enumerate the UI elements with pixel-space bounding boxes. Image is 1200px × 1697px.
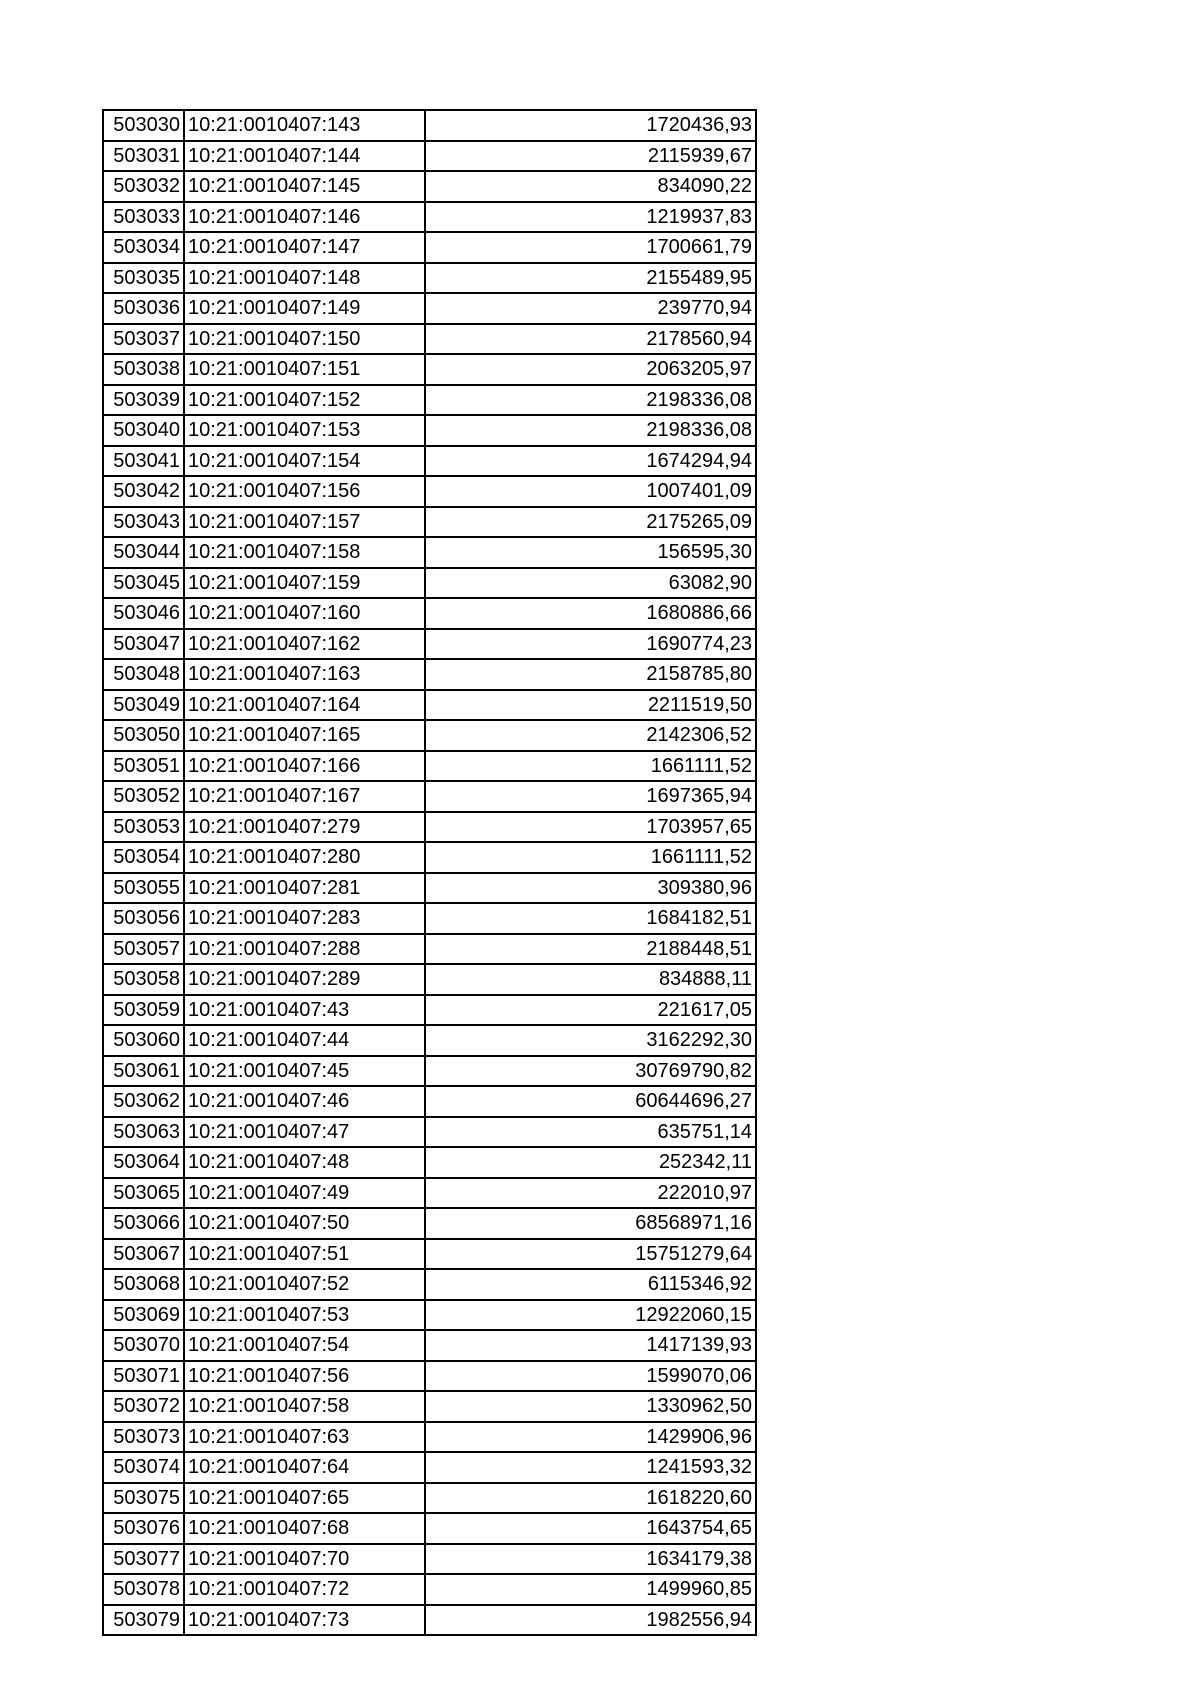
cadastral-number-cell: 10:21:0010407:65 [184, 1483, 425, 1514]
row-number-cell: 503056 [103, 903, 184, 934]
cadastral-number-cell: 10:21:0010407:51 [184, 1239, 425, 1270]
cadastral-number-cell: 10:21:0010407:150 [184, 324, 425, 355]
row-number-cell: 503065 [103, 1178, 184, 1209]
row-number-cell: 503037 [103, 324, 184, 355]
row-number-cell: 503049 [103, 690, 184, 721]
value-cell: 1599070,06 [425, 1361, 756, 1392]
row-number-cell: 503062 [103, 1086, 184, 1117]
value-cell: 1703957,65 [425, 812, 756, 843]
value-cell: 2211519,50 [425, 690, 756, 721]
value-cell: 3162292,30 [425, 1025, 756, 1056]
row-number-cell: 503030 [103, 110, 184, 141]
row-number-cell: 503060 [103, 1025, 184, 1056]
row-number-cell: 503070 [103, 1330, 184, 1361]
cadastral-number-cell: 10:21:0010407:54 [184, 1330, 425, 1361]
cadastral-number-cell: 10:21:0010407:279 [184, 812, 425, 843]
row-number-cell: 503032 [103, 171, 184, 202]
value-cell: 1429906,96 [425, 1422, 756, 1453]
row-number-cell: 503079 [103, 1605, 184, 1636]
value-cell: 2142306,52 [425, 720, 756, 751]
table-row [103, 141, 756, 172]
cadastral-number-cell: 10:21:0010407:64 [184, 1452, 425, 1483]
table-row [103, 232, 756, 263]
table-row [103, 537, 756, 568]
value-cell: 1499960,85 [425, 1574, 756, 1605]
cadastral-number-cell: 10:21:0010407:46 [184, 1086, 425, 1117]
value-cell: 1634179,38 [425, 1544, 756, 1575]
value-cell: 221617,05 [425, 995, 756, 1026]
value-cell: 1241593,32 [425, 1452, 756, 1483]
value-cell: 12922060,15 [425, 1300, 756, 1331]
row-number-cell: 503072 [103, 1391, 184, 1422]
cadastral-number-cell: 10:21:0010407:48 [184, 1147, 425, 1178]
cadastral-number-cell: 10:21:0010407:164 [184, 690, 425, 721]
row-number-cell: 503074 [103, 1452, 184, 1483]
value-cell: 635751,14 [425, 1117, 756, 1148]
row-number-cell: 503063 [103, 1117, 184, 1148]
cadastral-number-cell: 10:21:0010407:157 [184, 507, 425, 538]
table-row [103, 1147, 756, 1178]
cadastral-number-cell: 10:21:0010407:160 [184, 598, 425, 629]
value-cell: 1700661,79 [425, 232, 756, 263]
row-number-cell: 503043 [103, 507, 184, 538]
data-table [102, 109, 757, 1636]
table-row [103, 446, 756, 477]
value-cell: 2158785,80 [425, 659, 756, 690]
table-row [103, 171, 756, 202]
table-row [103, 415, 756, 446]
row-number-cell: 503044 [103, 537, 184, 568]
table-row [103, 903, 756, 934]
row-number-cell: 503041 [103, 446, 184, 477]
table-row [103, 1056, 756, 1087]
value-cell: 2198336,08 [425, 385, 756, 416]
row-number-cell: 503052 [103, 781, 184, 812]
value-cell: 1697365,94 [425, 781, 756, 812]
row-number-cell: 503078 [103, 1574, 184, 1605]
cadastral-number-cell: 10:21:0010407:49 [184, 1178, 425, 1209]
cadastral-number-cell: 10:21:0010407:163 [184, 659, 425, 690]
table-row [103, 751, 756, 782]
table-row [103, 202, 756, 233]
value-cell: 1618220,60 [425, 1483, 756, 1514]
cadastral-number-cell: 10:21:0010407:280 [184, 842, 425, 873]
value-cell: 2198336,08 [425, 415, 756, 446]
row-number-cell: 503064 [103, 1147, 184, 1178]
table-row [103, 1574, 756, 1605]
row-number-cell: 503031 [103, 141, 184, 172]
table-row [103, 1605, 756, 1636]
cadastral-number-cell: 10:21:0010407:143 [184, 110, 425, 141]
cadastral-number-cell: 10:21:0010407:145 [184, 171, 425, 202]
cadastral-number-cell: 10:21:0010407:50 [184, 1208, 425, 1239]
table-row [103, 385, 756, 416]
cadastral-number-cell: 10:21:0010407:283 [184, 903, 425, 934]
cadastral-number-cell: 10:21:0010407:47 [184, 1117, 425, 1148]
cadastral-number-cell: 10:21:0010407:153 [184, 415, 425, 446]
table-row [103, 1025, 756, 1056]
value-cell: 252342,11 [425, 1147, 756, 1178]
value-cell: 834090,22 [425, 171, 756, 202]
table-row [103, 1361, 756, 1392]
row-number-cell: 503069 [103, 1300, 184, 1331]
value-cell: 1643754,65 [425, 1513, 756, 1544]
cadastral-number-cell: 10:21:0010407:288 [184, 934, 425, 965]
value-cell: 2063205,97 [425, 354, 756, 385]
cadastral-number-cell: 10:21:0010407:156 [184, 476, 425, 507]
row-number-cell: 503054 [103, 842, 184, 873]
cadastral-number-cell: 10:21:0010407:166 [184, 751, 425, 782]
row-number-cell: 503035 [103, 263, 184, 294]
table-row [103, 720, 756, 751]
table-row [103, 110, 756, 141]
value-cell: 2115939,67 [425, 141, 756, 172]
row-number-cell: 503061 [103, 1056, 184, 1087]
cadastral-number-cell: 10:21:0010407:158 [184, 537, 425, 568]
table-row [103, 934, 756, 965]
table-row [103, 964, 756, 995]
table-row [103, 324, 756, 355]
cadastral-number-cell: 10:21:0010407:154 [184, 446, 425, 477]
cadastral-number-cell: 10:21:0010407:70 [184, 1544, 425, 1575]
row-number-cell: 503077 [103, 1544, 184, 1575]
row-number-cell: 503046 [103, 598, 184, 629]
value-cell: 1330962,50 [425, 1391, 756, 1422]
value-cell: 1720436,93 [425, 110, 756, 141]
value-cell: 1661111,52 [425, 842, 756, 873]
row-number-cell: 503051 [103, 751, 184, 782]
table-row [103, 873, 756, 904]
table-row [103, 659, 756, 690]
table-row [103, 1422, 756, 1453]
row-number-cell: 503058 [103, 964, 184, 995]
cadastral-number-cell: 10:21:0010407:147 [184, 232, 425, 263]
row-number-cell: 503068 [103, 1269, 184, 1300]
value-cell: 1007401,09 [425, 476, 756, 507]
cadastral-number-cell: 10:21:0010407:43 [184, 995, 425, 1026]
cadastral-number-cell: 10:21:0010407:53 [184, 1300, 425, 1331]
value-cell: 1417139,93 [425, 1330, 756, 1361]
row-number-cell: 503055 [103, 873, 184, 904]
table-row [103, 598, 756, 629]
value-cell: 60644696,27 [425, 1086, 756, 1117]
cadastral-number-cell: 10:21:0010407:162 [184, 629, 425, 660]
row-number-cell: 503057 [103, 934, 184, 965]
table-row [103, 1300, 756, 1331]
table-row [103, 293, 756, 324]
value-cell: 1982556,94 [425, 1605, 756, 1636]
table-row [103, 1513, 756, 1544]
row-number-cell: 503042 [103, 476, 184, 507]
value-cell: 63082,90 [425, 568, 756, 599]
table-row [103, 476, 756, 507]
value-cell: 30769790,82 [425, 1056, 756, 1087]
value-cell: 15751279,64 [425, 1239, 756, 1270]
row-number-cell: 503067 [103, 1239, 184, 1270]
value-cell: 309380,96 [425, 873, 756, 904]
row-number-cell: 503076 [103, 1513, 184, 1544]
value-cell: 2155489,95 [425, 263, 756, 294]
cadastral-number-cell: 10:21:0010407:149 [184, 293, 425, 324]
table-row [103, 1239, 756, 1270]
value-cell: 222010,97 [425, 1178, 756, 1209]
row-number-cell: 503048 [103, 659, 184, 690]
cadastral-number-cell: 10:21:0010407:148 [184, 263, 425, 294]
cadastral-number-cell: 10:21:0010407:281 [184, 873, 425, 904]
value-cell: 68568971,16 [425, 1208, 756, 1239]
row-number-cell: 503050 [103, 720, 184, 751]
table-row [103, 1483, 756, 1514]
value-cell: 1219937,83 [425, 202, 756, 233]
row-number-cell: 503034 [103, 232, 184, 263]
table-row [103, 263, 756, 294]
value-cell: 2188448,51 [425, 934, 756, 965]
value-cell: 6115346,92 [425, 1269, 756, 1300]
table-row [103, 781, 756, 812]
table-body [103, 110, 756, 1635]
table-row [103, 629, 756, 660]
table-row [103, 1178, 756, 1209]
cadastral-number-cell: 10:21:0010407:144 [184, 141, 425, 172]
row-number-cell: 503075 [103, 1483, 184, 1514]
table-row [103, 690, 756, 721]
table-row [103, 995, 756, 1026]
value-cell: 156595,30 [425, 537, 756, 568]
row-number-cell: 503066 [103, 1208, 184, 1239]
table-row [103, 1269, 756, 1300]
value-cell: 1684182,51 [425, 903, 756, 934]
value-cell: 1690774,23 [425, 629, 756, 660]
value-cell: 239770,94 [425, 293, 756, 324]
row-number-cell: 503047 [103, 629, 184, 660]
cadastral-number-cell: 10:21:0010407:72 [184, 1574, 425, 1605]
value-cell: 834888,11 [425, 964, 756, 995]
row-number-cell: 503040 [103, 415, 184, 446]
row-number-cell: 503036 [103, 293, 184, 324]
row-number-cell: 503039 [103, 385, 184, 416]
cadastral-number-cell: 10:21:0010407:68 [184, 1513, 425, 1544]
value-cell: 1680886,66 [425, 598, 756, 629]
row-number-cell: 503073 [103, 1422, 184, 1453]
table-row [103, 812, 756, 843]
cadastral-number-cell: 10:21:0010407:152 [184, 385, 425, 416]
value-cell: 1674294,94 [425, 446, 756, 477]
table-row [103, 507, 756, 538]
cadastral-number-cell: 10:21:0010407:44 [184, 1025, 425, 1056]
value-cell: 2178560,94 [425, 324, 756, 355]
cadastral-number-cell: 10:21:0010407:56 [184, 1361, 425, 1392]
table-row [103, 1086, 756, 1117]
value-cell: 2175265,09 [425, 507, 756, 538]
cadastral-number-cell: 10:21:0010407:52 [184, 1269, 425, 1300]
cadastral-number-cell: 10:21:0010407:63 [184, 1422, 425, 1453]
table-row [103, 1208, 756, 1239]
cadastral-number-cell: 10:21:0010407:45 [184, 1056, 425, 1087]
table-row [103, 1330, 756, 1361]
cadastral-number-cell: 10:21:0010407:73 [184, 1605, 425, 1636]
cadastral-number-cell: 10:21:0010407:58 [184, 1391, 425, 1422]
row-number-cell: 503045 [103, 568, 184, 599]
row-number-cell: 503033 [103, 202, 184, 233]
row-number-cell: 503038 [103, 354, 184, 385]
cadastral-number-cell: 10:21:0010407:289 [184, 964, 425, 995]
cadastral-number-cell: 10:21:0010407:159 [184, 568, 425, 599]
table-row [103, 1544, 756, 1575]
cadastral-number-cell: 10:21:0010407:165 [184, 720, 425, 751]
table-row [103, 842, 756, 873]
table-row [103, 1117, 756, 1148]
value-cell: 1661111,52 [425, 751, 756, 782]
table-row [103, 354, 756, 385]
table-row [103, 1391, 756, 1422]
row-number-cell: 503053 [103, 812, 184, 843]
cadastral-number-cell: 10:21:0010407:167 [184, 781, 425, 812]
table-row [103, 568, 756, 599]
row-number-cell: 503071 [103, 1361, 184, 1392]
table-row [103, 1452, 756, 1483]
cadastral-number-cell: 10:21:0010407:146 [184, 202, 425, 233]
cadastral-number-cell: 10:21:0010407:151 [184, 354, 425, 385]
row-number-cell: 503059 [103, 995, 184, 1026]
